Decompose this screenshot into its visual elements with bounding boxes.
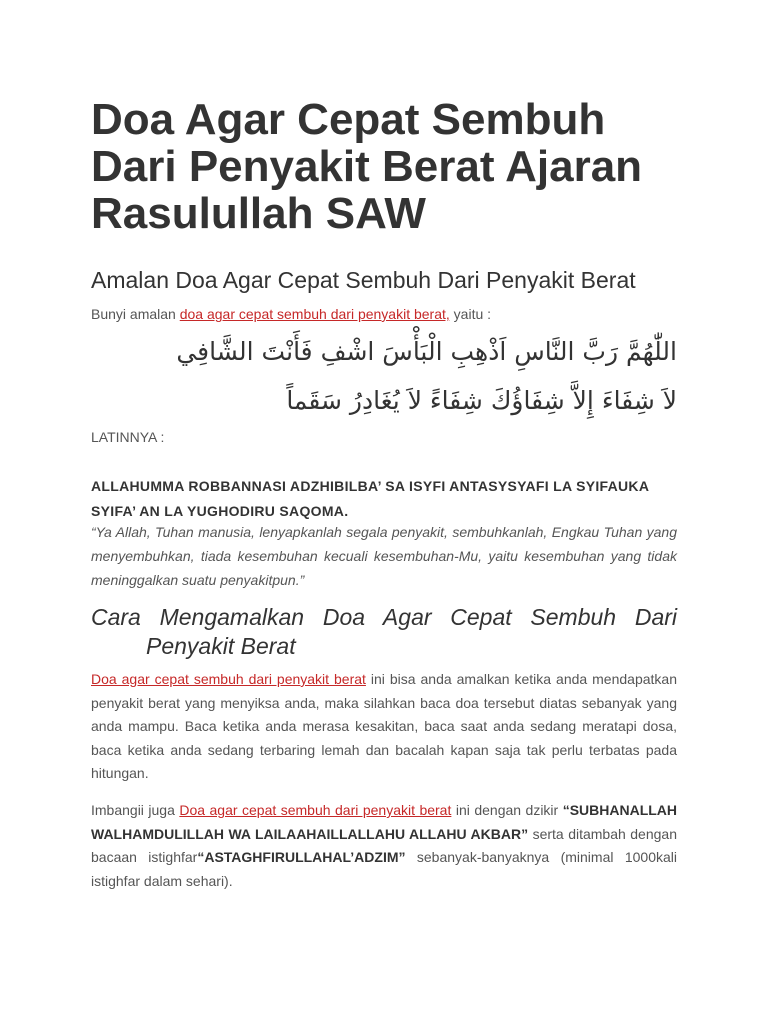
prayer-translation: “Ya Allah, Tuhan manusia, lenyapkanlah segala penyakit, sembuhkanlah, Engkau Tuhan yang menyembuhkan, tiada kesembuhan kecuali kesembuhan-Mu, yaitu kesembuhan yang tidak meninggalkan suatu penyakitpun.”: [91, 524, 677, 588]
dzikir-mid-2: serta ditambah dengan bacaan istighfar: [91, 825, 677, 865]
latin-label: LATINNYA :: [91, 429, 165, 445]
practice-paragraph: [91, 668, 677, 786]
intro-paragraph: [91, 303, 677, 326]
intro-doa-link[interactable]: doa agar cepat sembuh dari penyakit berat,: [179, 306, 450, 322]
intro-suffix: yaitu :: [449, 306, 492, 322]
dzikir-paragraph: [91, 799, 677, 893]
dzikir-prefix: Imbangii juga: [91, 802, 180, 818]
article-title: Doa Agar Cepat Sembuh Dari Penyakit Berat Ajaran Rasulullah SAW: [91, 95, 643, 238]
article-subtitle: Amalan Doa Agar Cepat Sembuh Dari Penyakit Berat: [91, 267, 636, 293]
istighfar-phrase: “ASTAGHFIRULLAHAL’ADZIM”: [197, 849, 406, 865]
section-heading: [91, 603, 677, 661]
dzikir-phrase: “SUBHANALLAH WALHAMDULILLAH WA LAILAAHAILLALLAHU ALLAHU AKBAR”: [91, 802, 678, 842]
dzikir-doa-link[interactable]: Doa agar cepat sembuh dari penyakit berat: [179, 802, 452, 818]
intro-prefix: Bunyi amalan: [91, 306, 180, 322]
dzikir-suffix: sebanyak-banyaknya (minimal 1000kali istighfar dalam sehari).: [91, 849, 677, 889]
arabic-prayer-line-1: اللّٰهُمَّ رَبَّ النَّاسِ اَذْهِبِ الْبَأْسَ اشْفِ فَأَنْتَ الشَّافِي: [176, 337, 677, 366]
arabic-prayer-line-2: لاَ شِفَاءَ إِلاَّ شِفَاؤُكَ شِفَاءً لاَ يُغَادِرُ سَقَماً: [286, 386, 677, 415]
dzikir-mid-1: ini dengan dzikir: [451, 802, 563, 818]
practice-doa-link[interactable]: Doa agar cepat sembuh dari penyakit berat: [91, 671, 366, 687]
latin-transliteration: ALLAHUMMA ROBBANNASI ADZHIBILBA’ SA ISYFI ANTASYSYAFI LA SYIFAUKA SYIFA’ AN LA YUGHODIRU SAQOMA.: [91, 478, 649, 519]
practice-text: ini bisa anda amalkan ketika anda mendapatkan penyakit berat yang menyiksa anda, maka silahkan baca doa tersebut diatas sebanyak yang anda mampu. Baca ketika anda merasa kesakitan, baca saat anda sedang meratapi dosa, baca ketika anda sedang terbaring lemah dan bacalah kapan saja tak perlu terbatas pada hitungan.: [91, 671, 677, 781]
section-heading-line-1: Cara Mengamalkan Doa Agar Cepat Sembuh Dari: [91, 604, 677, 630]
section-heading-line-2: Penyakit Berat: [146, 633, 296, 659]
